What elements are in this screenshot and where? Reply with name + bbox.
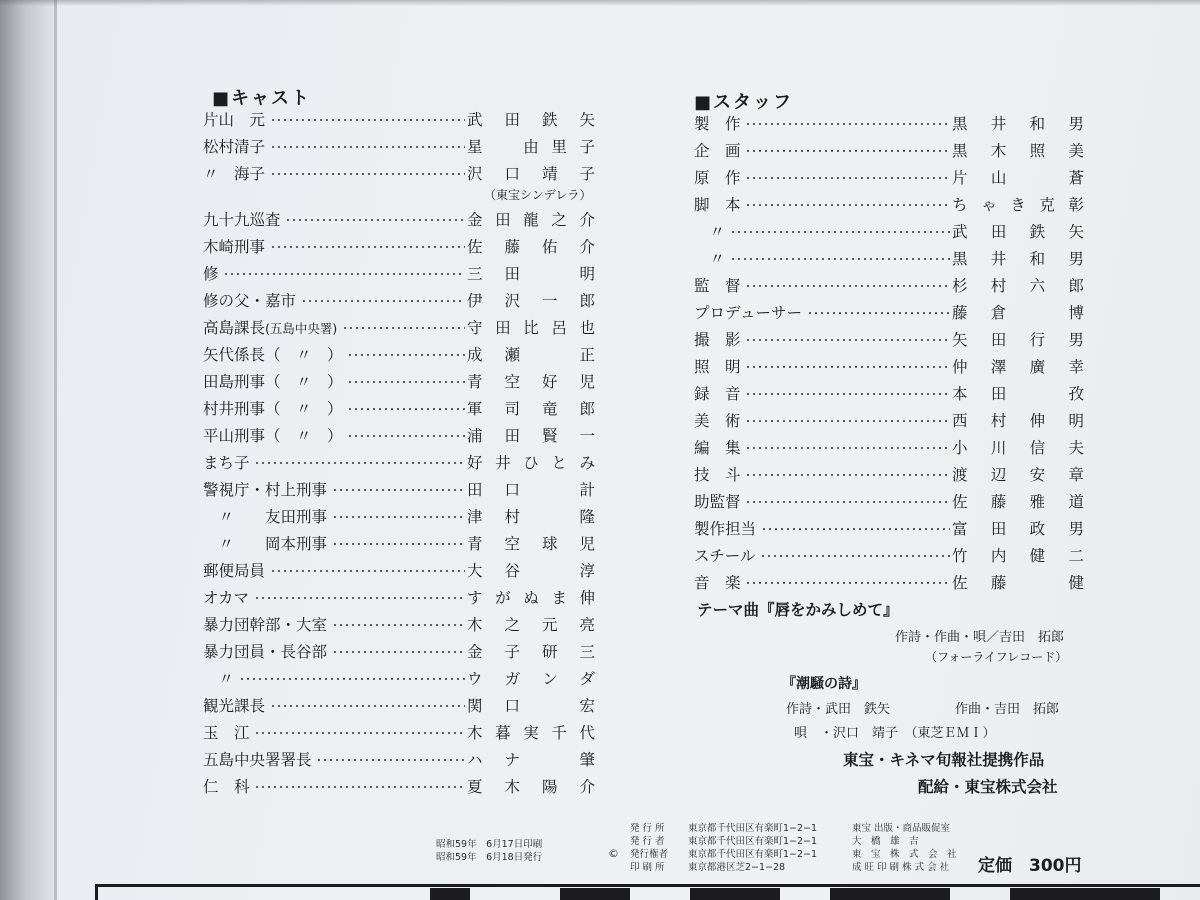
leader-dots (745, 285, 950, 287)
cast-role: 木崎刑事 (203, 238, 266, 256)
staff-role: 原 作 (694, 169, 741, 187)
imprint-name: 成 旺 印 刷 株 式 会 社 (852, 862, 950, 873)
cast-row (203, 505, 597, 529)
staff-row (694, 436, 1086, 460)
leader-dots (730, 231, 950, 233)
cast-role: 仁 科 (203, 778, 250, 796)
leader-dots (745, 582, 950, 584)
cast-row (203, 748, 597, 772)
leader-dots (270, 705, 465, 707)
cast-row (203, 235, 597, 259)
leader-dots (332, 624, 465, 626)
staff-name: 仲澤廣幸 (952, 358, 1084, 376)
staff-role: 美 術 (694, 412, 741, 430)
staff-role: 編 集 (694, 439, 741, 457)
theme-song-title: テーマ曲『唇をかみしめて』 (697, 601, 899, 619)
staff-role: プロデューサー (694, 304, 803, 322)
staff-role: 助監督 (694, 493, 741, 511)
leader-dots (301, 300, 465, 302)
leader-dots (745, 393, 950, 395)
cast-name: 関口 宏 (467, 697, 595, 715)
staff-name: 小川信夫 (952, 439, 1084, 457)
leader-dots (347, 435, 465, 437)
second-song-lyrics-credit: 作詩・武田 鉄矢 (786, 702, 891, 717)
leader-dots (745, 204, 950, 206)
staff-row (694, 193, 1086, 217)
spine-edge (54, 0, 57, 900)
cast-role: 田島刑事（ 〃 ） (203, 373, 343, 391)
leader-dots (745, 177, 950, 179)
print-dates (436, 838, 542, 864)
cast-row (203, 162, 597, 186)
leader-dots (270, 570, 465, 572)
staff-row (694, 463, 1086, 487)
theme-song-label: （フォーライフレコード） (925, 650, 1068, 664)
cast-name: 金子研三 (467, 643, 595, 661)
distribution-credit: 配給・東宝株式会社 (918, 778, 1058, 796)
staff-row (694, 571, 1086, 595)
staff-role: 〃 (694, 250, 726, 268)
cast-role: 修 (203, 265, 219, 283)
leader-dots (254, 597, 465, 599)
staff-name: 黒井和男 (952, 250, 1084, 268)
top-edge-shadow (0, 0, 1200, 6)
staff-role: 脚 本 (694, 196, 741, 214)
cast-row (203, 424, 597, 448)
cast-role: 矢代係長（ 〃 ） (203, 346, 343, 364)
cast-role: オカマ (203, 589, 250, 607)
staff-row (694, 112, 1086, 136)
bottom-printed-mark (430, 888, 470, 900)
cast-name: 星 由里子 (467, 138, 595, 156)
leader-dots (254, 732, 465, 734)
staff-name: 竹内健二 (952, 547, 1084, 565)
leader-dots (316, 759, 465, 761)
cast-role: 〃 友田刑事 (203, 508, 328, 526)
staff-role: 製 作 (694, 115, 741, 133)
imprint-names (852, 822, 957, 874)
cast-row (203, 721, 597, 745)
leader-dots (254, 786, 465, 788)
cast-role-note: (五島中央署) (265, 321, 338, 336)
leader-dots (223, 273, 465, 275)
leader-dots (254, 462, 465, 464)
cast-role: 高島課長(五島中央署) (203, 319, 338, 337)
cast-row (203, 135, 597, 159)
leader-dots (270, 146, 465, 148)
cast-row (203, 640, 597, 664)
staff-role: 製作担当 (694, 520, 757, 538)
second-song-title: 『潮騒の詩』 (782, 676, 866, 692)
staff-row (694, 544, 1086, 568)
staff-row (694, 355, 1086, 379)
staff-row (694, 166, 1086, 190)
cast-name: 三田 明 (467, 265, 595, 283)
staff-name: 藤倉 博 (952, 304, 1084, 322)
leader-dots (807, 312, 950, 314)
cast-name: 大谷 淳 (467, 562, 595, 580)
leader-dots (745, 474, 950, 476)
cast-name: 好井ひとみ (467, 454, 595, 472)
copyright-icon: © (608, 847, 619, 860)
cast-name: ウガンダ (467, 670, 595, 688)
imprint-address: 東京都千代田区有楽町1−2−1 (688, 823, 818, 834)
staff-role: 監 督 (694, 277, 741, 295)
staff-name: 佐藤雅道 (952, 493, 1084, 511)
leader-dots (270, 173, 465, 175)
staff-role: 音 楽 (694, 574, 741, 592)
staff-role: スチール (694, 547, 756, 565)
cast-role: 郵便局員 (203, 562, 266, 580)
bottom-printed-mark (830, 888, 950, 900)
imprint-address: 東京都港区芝2−1−28 (688, 862, 786, 873)
staff-row (694, 328, 1086, 352)
cast-name: ハナ 肇 (467, 751, 595, 769)
cast-role: 村井刑事（ 〃 ） (203, 400, 343, 418)
leader-dots (285, 219, 465, 221)
cast-row (203, 694, 597, 718)
leader-dots (332, 651, 465, 653)
staff-name: 片山 蒼 (952, 169, 1084, 187)
staff-name: 武田鉄矢 (952, 223, 1084, 241)
staff-role: 録 音 (694, 385, 741, 403)
cast-row (203, 667, 597, 691)
cast-role: 五島中央署署長 (203, 751, 312, 769)
booklet-spine (0, 0, 56, 900)
imprint-label: 印 刷 所 (630, 862, 665, 873)
cast-role: 修の父・嘉市 (203, 292, 297, 310)
cast-name: 木暮実千代 (467, 724, 595, 742)
print-date: 昭和59年 6月17日印刷 (436, 839, 543, 850)
bottom-printed-mark (690, 888, 780, 900)
cast-name: 青空好児 (467, 373, 595, 391)
cast-role: 観光課長 (203, 697, 266, 715)
cast-affiliation-note: （東宝シンデレラ） (484, 188, 592, 202)
leader-dots (730, 258, 950, 260)
cast-name: 成瀬 正 (467, 346, 595, 364)
cast-role: 片山 元 (203, 111, 266, 129)
staff-row (694, 409, 1086, 433)
staff-row (694, 139, 1086, 163)
leader-dots (745, 366, 950, 368)
leader-dots (745, 447, 950, 449)
imprint-addresses (688, 822, 817, 874)
staff-row (694, 301, 1086, 325)
cast-role: 暴力団幹部・大室 (203, 616, 328, 634)
cast-row (203, 775, 597, 799)
imprint-label: 発 行 者 (630, 836, 665, 847)
cast-name: 伊沢一郎 (467, 292, 595, 310)
imprint-labels (630, 822, 668, 874)
staff-name: 杉村六郎 (952, 277, 1084, 295)
imprint-name: 大 橋 雄 吉 (852, 836, 919, 847)
cast-row (203, 370, 597, 394)
cast-name: 武田鉄矢 (467, 111, 595, 129)
staff-name: ちゃき克彰 (952, 196, 1084, 214)
cast-role: 九十九巡査 (203, 211, 281, 229)
issue-date: 昭和59年 6月18日発行 (436, 852, 543, 863)
staff-role: 技 斗 (694, 466, 741, 484)
cast-row (203, 316, 597, 340)
leader-dots (760, 555, 950, 557)
production-credit: 東宝・キネマ旬報社提携作品 (843, 751, 1045, 769)
staff-name: 矢田行男 (952, 331, 1084, 349)
cast-name: 金田龍之介 (467, 211, 595, 229)
cast-name: すがぬま伸 (467, 589, 595, 607)
staff-row (694, 247, 1086, 271)
imprint-label: 発 行 所 (630, 823, 665, 834)
leader-dots (270, 246, 465, 248)
staff-name: 富田政男 (952, 520, 1084, 538)
imprint-name: 東宝 出版・商品販促室 (852, 823, 951, 834)
imprint-label: 発行権者 (630, 849, 669, 860)
cast-row (203, 478, 597, 502)
cast-name: 軍司竜郎 (467, 400, 595, 418)
cast-role: 玉 江 (203, 724, 250, 742)
staff-row (694, 517, 1086, 541)
cast-name: 夏木陽介 (467, 778, 595, 796)
leader-dots (745, 123, 950, 125)
leader-dots (332, 543, 465, 545)
cast-row (203, 208, 597, 232)
imprint-address: 東京都千代田区有楽町1−2−1 (688, 836, 818, 847)
cast-role: 〃 岡本刑事 (203, 535, 328, 553)
cast-name: 浦田賢一 (467, 427, 595, 445)
cast-role: 暴力団員・長谷部 (203, 643, 328, 661)
staff-role: 企 画 (694, 142, 741, 160)
cast-row (203, 108, 597, 132)
cast-row (203, 532, 597, 556)
leader-dots (332, 489, 465, 491)
cast-row (203, 397, 597, 421)
cast-name: 沢口靖子 (467, 165, 595, 183)
cast-row (203, 343, 597, 367)
cast-name: 津村 隆 (467, 508, 595, 526)
cast-name: 青空球児 (467, 535, 595, 553)
bottom-printed-mark (560, 888, 630, 900)
leader-dots (270, 119, 465, 121)
staff-row (694, 490, 1086, 514)
cast-row (203, 262, 597, 286)
cast-name: 佐藤佑介 (467, 238, 595, 256)
cast-row (203, 586, 597, 610)
cast-row (203, 289, 597, 313)
leader-dots (745, 501, 950, 503)
staff-role: 〃 (694, 223, 726, 241)
imprint-address: 東京都千代田区有楽町1−2−1 (688, 849, 818, 860)
cast-name: 守田比呂也 (467, 319, 595, 337)
cast-row (203, 451, 597, 475)
bottom-printed-mark (1010, 888, 1160, 900)
staff-name: 佐藤 健 (952, 574, 1084, 592)
cast-row (203, 559, 597, 583)
leader-dots (745, 150, 950, 152)
price-label: 定価 300円 (978, 856, 1082, 876)
leader-dots (347, 354, 465, 356)
cast-role: 松村清子 (203, 138, 266, 156)
staff-name: 渡辺安章 (952, 466, 1084, 484)
second-song-music-credit: 作曲・吉田 拓郎 (955, 702, 1060, 717)
leader-dots (342, 327, 465, 329)
cast-role: まち子 (203, 454, 250, 472)
staff-row (694, 274, 1086, 298)
leader-dots (745, 420, 950, 422)
staff-name: 黒木照美 (952, 142, 1084, 160)
staff-name: 西村伸明 (952, 412, 1084, 430)
staff-name: 黒井和男 (952, 115, 1084, 133)
leader-dots (745, 339, 950, 341)
second-song-vocal-credit: 唄 ・沢口 靖子 （東芝ＥＭＩ） (794, 726, 996, 741)
cast-role: 〃 (203, 670, 235, 688)
staff-role: 照 明 (694, 358, 741, 376)
cast-role: 〃 海子 (203, 165, 266, 183)
theme-song-credit: 作詩・作曲・唄／吉田 拓郎 (895, 630, 1065, 645)
staff-row (694, 220, 1086, 244)
staff-heading: ■スタッフ (694, 92, 794, 113)
leader-dots (761, 528, 950, 530)
cast-role: 平山刑事（ 〃 ） (203, 427, 343, 445)
leader-dots (347, 381, 465, 383)
cast-heading: ■キャスト (212, 88, 312, 109)
leader-dots (332, 516, 465, 518)
cast-name: 木之元亮 (467, 616, 595, 634)
staff-name: 本田 孜 (952, 385, 1084, 403)
imprint-name: 東 宝 株 式 会 社 (852, 849, 957, 860)
cast-row (203, 613, 597, 637)
cast-role: 警視庁・村上刑事 (203, 481, 328, 499)
staff-row (694, 382, 1086, 406)
leader-dots (239, 678, 465, 680)
cast-name: 田口 計 (467, 481, 595, 499)
staff-role: 撮 影 (694, 331, 741, 349)
leader-dots (347, 408, 465, 410)
